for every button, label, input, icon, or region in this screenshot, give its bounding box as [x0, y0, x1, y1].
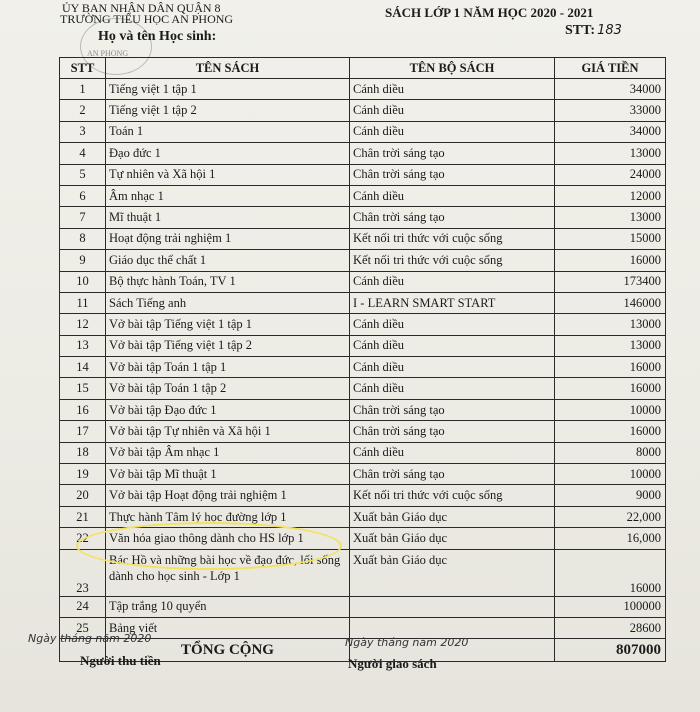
table-row [60, 421, 666, 442]
row-book-set: Cánh diều [350, 271, 555, 292]
document-title: SÁCH LỚP 1 NĂM HỌC 2020 - 2021 [385, 5, 594, 20]
row-stt: 1 [60, 79, 106, 100]
row-stt: 17 [60, 421, 106, 442]
col-header-price: GIÁ TIỀN [555, 58, 666, 79]
row-stt: 21 [60, 506, 106, 527]
row-price: 173400 [555, 271, 666, 292]
row-book-set: Cánh diều [350, 79, 555, 100]
table-row [60, 485, 666, 506]
row-price: 16000 [555, 549, 666, 596]
table-body [60, 79, 666, 662]
row-price: 100000 [555, 596, 666, 617]
table-row [60, 596, 666, 617]
table-row [60, 143, 666, 164]
col-header-stt: STT [60, 58, 106, 79]
row-book-name: Thực hành Tâm lý học đường lớp 1 [106, 506, 350, 527]
table-row [60, 357, 666, 378]
row-book-set: Chân trời sáng tạo [350, 421, 555, 442]
table-row [60, 121, 666, 142]
row-stt: 14 [60, 357, 106, 378]
table-row [60, 250, 666, 271]
table-row [60, 185, 666, 206]
row-price: 13000 [555, 143, 666, 164]
row-book-set [350, 596, 555, 617]
row-book-name: Đạo đức 1 [106, 143, 350, 164]
stt-value: 183 [597, 23, 622, 38]
row-stt: 25 [60, 617, 106, 638]
stt-field [565, 23, 622, 39]
row-book-name: Bảng viết [106, 617, 350, 638]
row-book-name: Vở bài tập Tiếng việt 1 tập 1 [106, 314, 350, 335]
col-header-book-set: TÊN BỘ SÁCH [350, 58, 555, 79]
row-price: 12000 [555, 185, 666, 206]
row-stt: 12 [60, 314, 106, 335]
row-price: 28600 [555, 617, 666, 638]
left-date-handwritten: Ngày tháng năm 2020 [28, 632, 152, 645]
row-price: 16,000 [555, 528, 666, 549]
row-book-name: Mĩ thuật 1 [106, 207, 350, 228]
row-stt: 6 [60, 185, 106, 206]
row-book-name: Toán 1 [106, 121, 350, 142]
table-row [60, 207, 666, 228]
row-book-name: Vở bài tập Hoạt động trải nghiệm 1 [106, 485, 350, 506]
row-stt: 24 [60, 596, 106, 617]
row-book-set: Cánh diều [350, 442, 555, 463]
row-stt: 7 [60, 207, 106, 228]
stt-label: STT: [565, 23, 596, 38]
row-price: 16000 [555, 357, 666, 378]
total-value: 807000 [555, 639, 666, 662]
row-stt: 16 [60, 399, 106, 420]
row-book-name: Vở bài tập Tiếng việt 1 tập 2 [106, 335, 350, 356]
row-book-set: Cánh diều [350, 121, 555, 142]
row-book-set: Chân trời sáng tạo [350, 164, 555, 185]
row-book-set: Chân trời sáng tạo [350, 399, 555, 420]
row-book-set: Kết nối tri thức với cuộc sống [350, 485, 555, 506]
table-header-row [60, 58, 666, 79]
row-book-set: Cánh diều [350, 314, 555, 335]
table-row [60, 100, 666, 121]
cashier-signature-label: Người thu tiền [80, 653, 161, 668]
row-book-name: Âm nhạc 1 [106, 185, 350, 206]
row-price: 16000 [555, 421, 666, 442]
row-price: 34000 [555, 79, 666, 100]
row-stt: 13 [60, 335, 106, 356]
row-book-name: Vở bài tập Âm nhạc 1 [106, 442, 350, 463]
row-stt: 5 [60, 164, 106, 185]
table-row [60, 442, 666, 463]
row-book-set: Cánh diều [350, 357, 555, 378]
table-row [60, 314, 666, 335]
student-name-label: Họ và tên Học sinh: [98, 29, 217, 44]
row-stt: 20 [60, 485, 106, 506]
row-book-name: Vở bài tập Đạo đức 1 [106, 399, 350, 420]
row-price: 33000 [555, 100, 666, 121]
row-stt: 18 [60, 442, 106, 463]
row-book-name: Giáo dục thể chất 1 [106, 250, 350, 271]
row-stt: 10 [60, 271, 106, 292]
row-stt: 3 [60, 121, 106, 142]
row-price: 13000 [555, 314, 666, 335]
row-book-name: Bác Hồ và những bài học về đạo đức, lối sống dành cho học sinh - Lớp 1 [106, 549, 350, 596]
stamp-text: AN PHONG [87, 49, 129, 58]
row-book-set: Xuất bản Giáo dục [350, 528, 555, 549]
table-row [60, 271, 666, 292]
row-stt: 15 [60, 378, 106, 399]
row-book-set: Kết nối tri thức với cuộc sống [350, 250, 555, 271]
deliverer-signature-label: Người giao sách [348, 656, 437, 671]
row-book-name: Tiếng việt 1 tập 2 [106, 100, 350, 121]
row-price: 10000 [555, 399, 666, 420]
total-label: TỔNG CỘNG [106, 639, 350, 662]
row-price: 9000 [555, 485, 666, 506]
row-price: 16000 [555, 378, 666, 399]
table-row [60, 164, 666, 185]
row-book-set: Chân trời sáng tạo [350, 464, 555, 485]
row-book-set: Cánh diều [350, 335, 555, 356]
row-book-name: Văn hóa giao thông dành cho HS lớp 1 [106, 528, 350, 549]
book-price-table [59, 57, 666, 662]
table-row [60, 79, 666, 100]
table-row [60, 399, 666, 420]
row-book-name: Vở bài tập Toán 1 tập 2 [106, 378, 350, 399]
row-book-name: Vở bài tập Mĩ thuật 1 [106, 464, 350, 485]
row-stt: 9 [60, 250, 106, 271]
col-header-book-name: TÊN SÁCH [106, 58, 350, 79]
row-book-name: Tự nhiên và Xã hội 1 [106, 164, 350, 185]
row-book-set: Chân trời sáng tạo [350, 207, 555, 228]
table-row [60, 335, 666, 356]
row-price: 8000 [555, 442, 666, 463]
row-book-set: I - LEARN SMART START [350, 292, 555, 313]
table-row [60, 464, 666, 485]
row-book-name: Hoạt động trải nghiệm 1 [106, 228, 350, 249]
row-book-name: Sách Tiếng anh [106, 292, 350, 313]
table-row [60, 228, 666, 249]
row-book-name: Vở bài tập Toán 1 tập 1 [106, 357, 350, 378]
row-stt: 19 [60, 464, 106, 485]
row-book-set: Chân trời sáng tạo [350, 143, 555, 164]
row-book-set: Kết nối tri thức với cuộc sống [350, 228, 555, 249]
row-stt: 8 [60, 228, 106, 249]
row-stt: 2 [60, 100, 106, 121]
row-price: 16000 [555, 250, 666, 271]
row-price: 34000 [555, 121, 666, 142]
row-stt: 23 [60, 549, 106, 596]
row-stt: 11 [60, 292, 106, 313]
row-stt: 22 [60, 528, 106, 549]
table-row [60, 292, 666, 313]
row-book-set: Cánh diều [350, 185, 555, 206]
highlight-circle [76, 522, 342, 570]
org-line-1: ỦY BAN NHÂN DÂN QUẬN 8 [62, 1, 221, 15]
row-book-set: Cánh diều [350, 100, 555, 121]
row-price: 22,000 [555, 506, 666, 527]
org-line-2: TRƯỜNG TIỂU HỌC AN PHONG [60, 12, 234, 26]
table-row [60, 378, 666, 399]
row-price: 13000 [555, 335, 666, 356]
row-book-set: Cánh diều [350, 378, 555, 399]
row-book-name: Bộ thực hành Toán, TV 1 [106, 271, 350, 292]
row-book-name: Vở bài tập Tự nhiên và Xã hội 1 [106, 421, 350, 442]
row-price: 15000 [555, 228, 666, 249]
row-price: 146000 [555, 292, 666, 313]
row-book-name: Tập trắng 10 quyển [106, 596, 350, 617]
row-price: 13000 [555, 207, 666, 228]
row-price: 24000 [555, 164, 666, 185]
row-book-set: Xuất bản Giáo dục [350, 549, 555, 596]
row-book-set: Xuất bản Giáo dục [350, 506, 555, 527]
row-book-name: Tiếng việt 1 tập 1 [106, 79, 350, 100]
row-price: 10000 [555, 464, 666, 485]
row-stt: 4 [60, 143, 106, 164]
right-date-handwritten: Ngày tháng năm 2020 [345, 636, 469, 649]
